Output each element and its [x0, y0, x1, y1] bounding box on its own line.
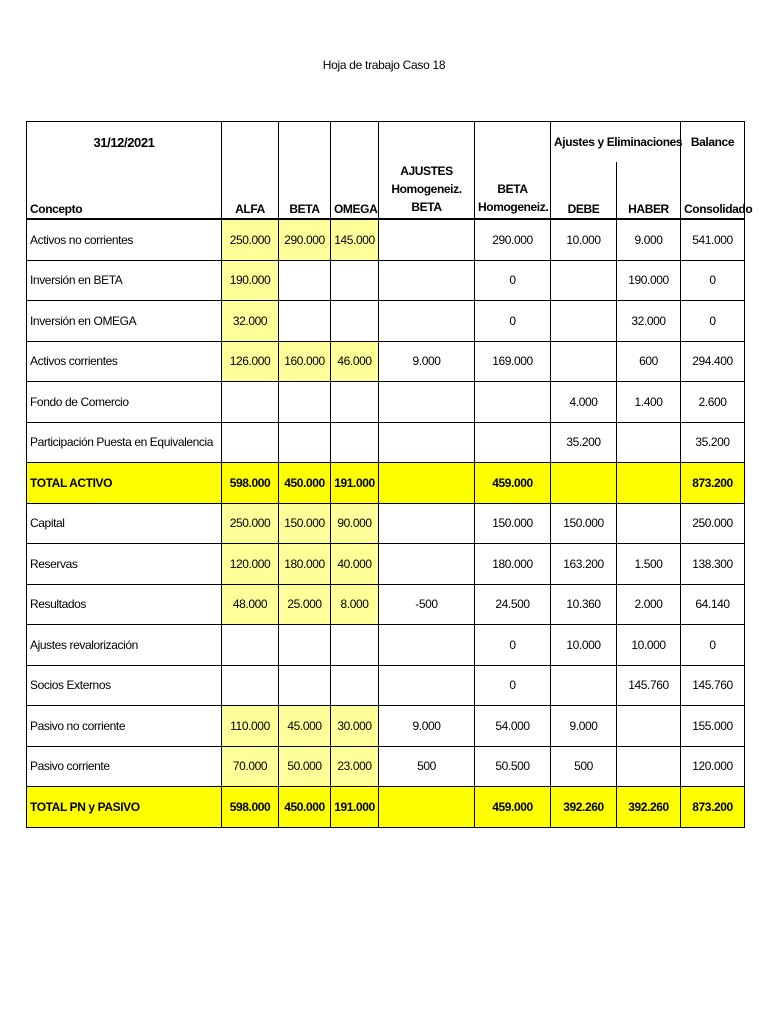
table-row — [27, 463, 745, 504]
cell-alfa: 190.000 — [222, 260, 279, 301]
cell-beta: 180.000 — [279, 544, 331, 585]
cell-beta-homog: 459.000 — [475, 787, 551, 828]
cell-ajustes — [379, 382, 475, 423]
table-row — [27, 665, 745, 706]
cell-haber: 392.260 — [617, 787, 681, 828]
cell-beta-homog — [475, 422, 551, 463]
cell-alfa: 70.000 — [222, 746, 279, 787]
cell-beta: 25.000 — [279, 584, 331, 625]
cell-alfa — [222, 625, 279, 666]
header-cell-empty — [331, 122, 379, 163]
table-row — [27, 503, 745, 544]
cell-ajustes — [379, 219, 475, 260]
cell-debe: 35.200 — [551, 422, 617, 463]
cell-omega — [331, 301, 379, 342]
cell-alfa: 598.000 — [222, 463, 279, 504]
cell-ajustes — [379, 422, 475, 463]
cell-ajustes — [379, 544, 475, 585]
cell-omega — [331, 625, 379, 666]
cell-beta-homog: 24.500 — [475, 584, 551, 625]
cell-haber: 9.000 — [617, 219, 681, 260]
table-row — [27, 341, 745, 382]
cell-omega: 8.000 — [331, 584, 379, 625]
cell-debe — [551, 301, 617, 342]
cell-concepto: Activos no corrientes — [27, 219, 222, 260]
cell-debe: 150.000 — [551, 503, 617, 544]
cell-beta-homog: 180.000 — [475, 544, 551, 585]
cell-ajustes — [379, 625, 475, 666]
cell-concepto: Reservas — [27, 544, 222, 585]
cell-consolidado: 120.000 — [681, 746, 745, 787]
cell-beta: 160.000 — [279, 341, 331, 382]
cell-haber: 190.000 — [617, 260, 681, 301]
cell-concepto: TOTAL PN y PASIVO — [27, 787, 222, 828]
table-row — [27, 219, 745, 260]
cell-debe: 10.360 — [551, 584, 617, 625]
cell-consolidado: 138.300 — [681, 544, 745, 585]
header-row-top — [27, 122, 745, 163]
cell-ajustes — [379, 665, 475, 706]
table-row — [27, 746, 745, 787]
cell-debe: 10.000 — [551, 219, 617, 260]
cell-alfa: 110.000 — [222, 706, 279, 747]
cell-debe: 392.260 — [551, 787, 617, 828]
page-title: Hoja de trabajo Caso 18 — [322, 58, 446, 72]
cell-alfa: 48.000 — [222, 584, 279, 625]
cell-consolidado: 294.400 — [681, 341, 745, 382]
cell-beta-homog: 459.000 — [475, 463, 551, 504]
ajustes-header: AJUSTES Homogeneiz. BETA — [379, 162, 475, 219]
cell-omega: 40.000 — [331, 544, 379, 585]
cell-concepto: Inversión en OMEGA — [27, 301, 222, 342]
cell-haber: 10.000 — [617, 625, 681, 666]
cell-debe: 9.000 — [551, 706, 617, 747]
date-cell: 31/12/2021 — [27, 122, 222, 163]
cell-alfa: 32.000 — [222, 301, 279, 342]
cell-omega: 191.000 — [331, 787, 379, 828]
cell-alfa: 120.000 — [222, 544, 279, 585]
header-cell-empty — [222, 122, 279, 163]
cell-beta — [279, 625, 331, 666]
cell-ajustes: 9.000 — [379, 706, 475, 747]
cell-beta — [279, 260, 331, 301]
cell-consolidado: 64.140 — [681, 584, 745, 625]
table-row — [27, 625, 745, 666]
cell-haber: 32.000 — [617, 301, 681, 342]
cell-beta-homog: 0 — [475, 625, 551, 666]
cell-beta-homog — [475, 382, 551, 423]
cell-debe — [551, 260, 617, 301]
cell-concepto: Inversión en BETA — [27, 260, 222, 301]
cell-omega — [331, 260, 379, 301]
cell-alfa — [222, 665, 279, 706]
cell-ajustes: 9.000 — [379, 341, 475, 382]
cell-beta: 150.000 — [279, 503, 331, 544]
cell-beta-homog: 50.500 — [475, 746, 551, 787]
cell-haber — [617, 706, 681, 747]
cell-debe: 10.000 — [551, 625, 617, 666]
cell-beta: 450.000 — [279, 463, 331, 504]
cell-ajustes: 500 — [379, 746, 475, 787]
cell-haber — [617, 463, 681, 504]
beta-header: BETA — [279, 162, 331, 219]
cell-concepto: Ajustes revalorización — [27, 625, 222, 666]
table-row — [27, 301, 745, 342]
beta-homog-header: BETA Homogeneiz. — [475, 162, 551, 219]
header-cell-empty — [279, 122, 331, 163]
cell-omega — [331, 422, 379, 463]
adjustments-group-header: Ajustes y Eliminaciones — [551, 122, 681, 163]
cell-haber: 1.500 — [617, 544, 681, 585]
table-row — [27, 422, 745, 463]
cell-consolidado: 155.000 — [681, 706, 745, 747]
table-row — [27, 260, 745, 301]
cell-alfa: 250.000 — [222, 219, 279, 260]
cell-ajustes — [379, 301, 475, 342]
cell-omega: 90.000 — [331, 503, 379, 544]
cell-concepto: Socios Externos — [27, 665, 222, 706]
cell-concepto: Participación Puesta en Equivalencia — [27, 422, 222, 463]
cell-concepto: Activos corrientes — [27, 341, 222, 382]
table-row — [27, 544, 745, 585]
balance-header: Balance — [681, 122, 745, 163]
header-cell-empty — [379, 122, 475, 163]
omega-header: OMEGA — [331, 162, 379, 219]
cell-haber: 1.400 — [617, 382, 681, 423]
cell-beta-homog: 0 — [475, 665, 551, 706]
cell-beta-homog: 54.000 — [475, 706, 551, 747]
cell-beta-homog: 0 — [475, 260, 551, 301]
cell-alfa: 598.000 — [222, 787, 279, 828]
cell-concepto: Fondo de Comercio — [27, 382, 222, 423]
cell-omega: 46.000 — [331, 341, 379, 382]
cell-consolidado: 541.000 — [681, 219, 745, 260]
cell-consolidado: 0 — [681, 301, 745, 342]
cell-consolidado: 35.200 — [681, 422, 745, 463]
cell-omega — [331, 665, 379, 706]
cell-debe — [551, 665, 617, 706]
table-row — [27, 382, 745, 423]
cell-beta — [279, 382, 331, 423]
cell-beta-homog: 0 — [475, 301, 551, 342]
haber-header: HABER — [617, 162, 681, 219]
cell-omega: 23.000 — [331, 746, 379, 787]
cell-haber — [617, 746, 681, 787]
cell-beta-homog: 150.000 — [475, 503, 551, 544]
cell-haber — [617, 503, 681, 544]
alfa-header: ALFA — [222, 162, 279, 219]
table-row — [27, 787, 745, 828]
cell-concepto: TOTAL ACTIVO — [27, 463, 222, 504]
cell-concepto: Resultados — [27, 584, 222, 625]
cell-consolidado: 0 — [681, 625, 745, 666]
cell-alfa: 250.000 — [222, 503, 279, 544]
cell-beta — [279, 422, 331, 463]
cell-concepto: Pasivo corriente — [27, 746, 222, 787]
table-row — [27, 706, 745, 747]
cell-beta: 450.000 — [279, 787, 331, 828]
cell-ajustes — [379, 463, 475, 504]
cell-beta-homog: 290.000 — [475, 219, 551, 260]
cell-consolidado: 145.760 — [681, 665, 745, 706]
cell-consolidado: 2.600 — [681, 382, 745, 423]
cell-beta-homog: 169.000 — [475, 341, 551, 382]
cell-alfa — [222, 382, 279, 423]
cell-beta — [279, 301, 331, 342]
header-cell-empty — [475, 122, 551, 163]
header-row-bottom — [27, 162, 745, 219]
cell-debe: 500 — [551, 746, 617, 787]
cell-beta: 290.000 — [279, 219, 331, 260]
cell-beta: 45.000 — [279, 706, 331, 747]
cell-debe — [551, 463, 617, 504]
cell-consolidado: 0 — [681, 260, 745, 301]
cell-ajustes: -500 — [379, 584, 475, 625]
cell-consolidado: 873.200 — [681, 787, 745, 828]
worksheet-table — [26, 121, 753, 828]
debe-header: DEBE — [551, 162, 617, 219]
cell-debe: 163.200 — [551, 544, 617, 585]
cell-beta — [279, 665, 331, 706]
cell-alfa — [222, 422, 279, 463]
cell-haber: 600 — [617, 341, 681, 382]
table-row — [27, 584, 745, 625]
consolidado-header: Consolidado — [681, 162, 745, 219]
cell-beta: 50.000 — [279, 746, 331, 787]
concepto-header: Concepto — [27, 162, 222, 219]
cell-omega: 145.000 — [331, 219, 379, 260]
cell-consolidado: 873.200 — [681, 463, 745, 504]
cell-consolidado: 250.000 — [681, 503, 745, 544]
cell-haber: 145.760 — [617, 665, 681, 706]
cell-concepto: Pasivo no corriente — [27, 706, 222, 747]
cell-alfa: 126.000 — [222, 341, 279, 382]
cell-haber — [617, 422, 681, 463]
cell-omega: 30.000 — [331, 706, 379, 747]
cell-ajustes — [379, 787, 475, 828]
cell-concepto: Capital — [27, 503, 222, 544]
cell-omega: 191.000 — [331, 463, 379, 504]
cell-debe: 4.000 — [551, 382, 617, 423]
cell-debe — [551, 341, 617, 382]
cell-ajustes — [379, 503, 475, 544]
cell-haber: 2.000 — [617, 584, 681, 625]
cell-ajustes — [379, 260, 475, 301]
cell-omega — [331, 382, 379, 423]
